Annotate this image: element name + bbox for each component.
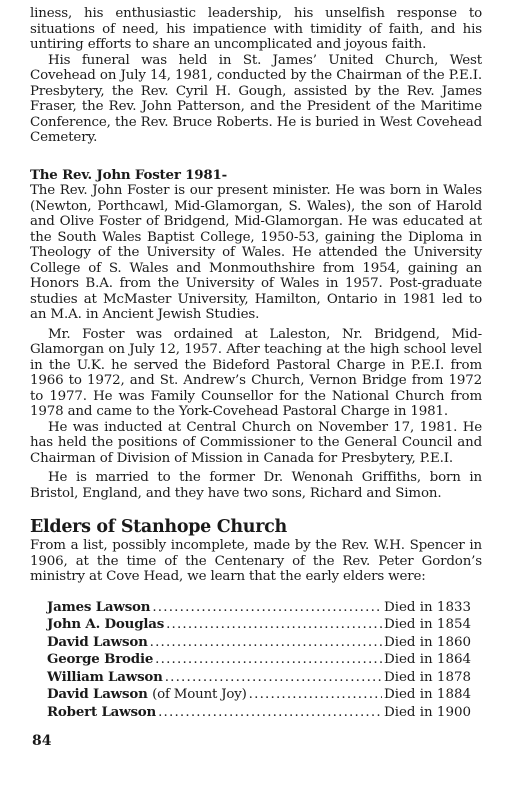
- elder-name: Robert Lawson: [47, 703, 157, 720]
- elder-name: John A. Douglas: [47, 616, 165, 632]
- leader-dots: [165, 670, 382, 687]
- book-page: [30, 6, 482, 721]
- foster-paragraph-4: He is married to the former Dr. Wenonah Griffiths, born in Bristol, England, and they have two sons, Richard and Simon.: [30, 470, 482, 501]
- elder-name: George Brodie: [47, 651, 154, 667]
- page-number: 84: [32, 733, 52, 749]
- foster-paragraph-1: The Rev. John Foster is our present minister. He was born in Wales (Newton, Porthcawl, Mid-Glamorgan, S. Wales), the son of Harold and Olive Foster of Bridgend, Mid-Glamorgan. He was educated at the South Wales Baptist College, 1950-53, gaining the Diploma in Theology of the University of Wales. He attended the University College of S. Wales and Monmouthshire from 1954, gaining an Honors B.A. from the University of Wales in 1957. Post-graduate studies at McMaster University, Hamilton, Ontario in 1981 led to an M.A. in Ancient Jewish Studies.: [30, 183, 482, 322]
- list-item: [47, 616, 471, 634]
- foster-paragraph-3: He was inducted at Central Church on November 17, 1981. He has held the positions of Commissioner to the General Council and Chairman of Division of Mission in Canada for Presbytery, P.E.I.: [30, 419, 482, 466]
- list-item: [47, 634, 471, 652]
- foster-heading: [30, 168, 482, 184]
- elder-death-year: Died in 1884: [383, 687, 471, 702]
- list-item: [47, 669, 471, 687]
- leader-dots: [166, 617, 382, 634]
- elder-name: David Lawson: [47, 633, 148, 650]
- leader-dots: [152, 600, 382, 617]
- elder-note: (of Mount Joy): [152, 687, 247, 702]
- list-item: [47, 704, 471, 722]
- elder-death-year: Died in 1900: [383, 704, 471, 720]
- elder-name: James Lawson: [47, 598, 151, 615]
- leader-dots: [158, 705, 382, 722]
- leader-dots: [249, 687, 382, 704]
- elder-death-year: Died in 1860: [383, 634, 471, 650]
- elder-death-year: Died in 1878: [383, 669, 471, 685]
- list-item: [47, 599, 471, 617]
- elders-intro: From a list, possibly incomplete, made by the Rev. W.H. Spencer in 1906, at the time of the Centenary of the Rev. Peter Gordon’s ministry at Cove Head, we learn that the early elders were:: [30, 538, 482, 584]
- elder-death-year: Died in 1833: [383, 599, 471, 615]
- top-paragraph-2: His funeral was held in St. James’ United Church, West Covehead on July 14, 1981, conducted by the Chairman of the P.E.I. Presbytery, the Rev. Cyril H. Gough, assisted by the Rev. James Fraser, the Rev. John Patterson, and the President of the Maritime Conference, the Rev. Bruce Roberts. He is buried in West Covehead Cemetery.: [30, 52, 482, 145]
- list-item: [47, 686, 471, 704]
- elders-heading: Elders of Stanhope Church: [30, 517, 287, 537]
- foster-heading-years: 1981-: [185, 166, 227, 183]
- leader-dots: [150, 635, 382, 652]
- elder-death-year: Died in 1864: [383, 652, 471, 667]
- foster-paragraph-2: Mr. Foster was ordained at Laleston, Nr. Bridgend, Mid-Glamorgan on July 12, 1957. After teaching at the high school level in the U.K. he served the Bideford Pastoral Charge in P.E.I. from 1966 to 1972, and St. Andrew’s Church, Vernon Bridge from 1972 to 1977. He was Family Counsellor for the National Church from 1978 and came to the York-Covehead Pastoral Charge in 1981.: [30, 326, 482, 419]
- elders-list: [47, 599, 471, 722]
- elder-name: David Lawson (of Mount Joy): [47, 686, 247, 702]
- foster-heading-name: The Rev. John Foster: [30, 166, 181, 183]
- elder-death-year: Died in 1854: [383, 617, 471, 632]
- top-paragraph-1: liness, his enthusiastic leadership, his unselfish response to situations of need, his impatience with timidity of faith, and his untiring efforts to share an uncomplicated and joyous faith.: [30, 6, 482, 52]
- elder-name: William Lawson: [47, 668, 163, 685]
- leader-dots: [155, 652, 382, 669]
- list-item: [47, 651, 471, 669]
